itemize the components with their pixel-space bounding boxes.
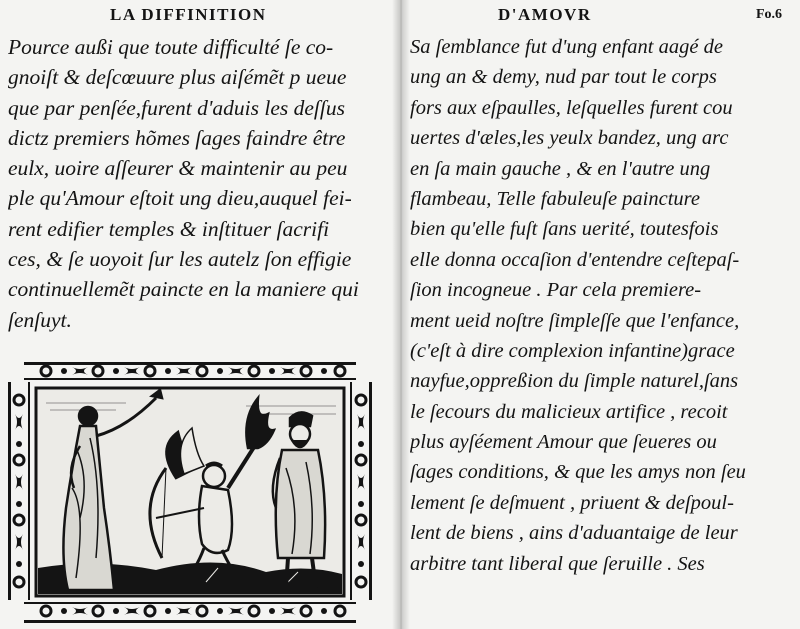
text-line: plus ayſéement Amour que ſeueres ou [410,431,717,454]
right-text-block [410,32,790,579]
text-line: ſenſuyt. [8,307,72,332]
text-line: en ſa main gauche , & en l'autre ung [410,157,711,180]
text-line: rent edifier temples & inſtituer ſacrifi [8,216,330,241]
text-line: ment ueid noſtre ſimpleſſe que l'enfance, [410,309,740,332]
text-line: elle donna occaſion d'entendre ceſtepaſ- [410,248,740,271]
left-page [0,0,398,629]
right-running-head [410,0,790,30]
text-line: Pource außi que toute difficulté ſe co- [8,35,334,59]
text-line: lement ſe deſmuent , priuent & deſpoul- [410,491,734,514]
left-running-head: LA DIFFINITION [110,5,267,24]
text-line: arbitre tant liberal que ſeruille . Ses [410,552,705,575]
folio-number: Fo.6 [755,7,782,22]
text-line: que par penſée,furent d'aduis les deſſus [8,95,345,120]
text-line: fors aux eſpaulles, leſquelles furent cou [410,96,733,119]
text-line: ſages conditions, & que les amys non ſeu [410,461,746,484]
text-line: (c'eſt à dire complexion infantine)grace [410,339,735,362]
left-text-block [8,32,390,335]
text-line: ſion incogneue . Par cela premiere- [410,279,702,302]
text-line: eulx, uoire aſſeurer & maintenir au peu [8,156,348,181]
text-line: ces, & ſe uoyoit ſur les autelz ſon effigie [8,247,352,272]
woodcut-illustration [6,358,374,626]
text-line: gnoiſt & deſcœuure plus aiſémẽt p ueue [8,65,347,90]
text-line: flambeau, Telle fabuleuſe paincture [410,187,700,210]
text-line: le ſecours du malicieux artifice , recoit [410,400,728,423]
woodcut-scene [36,388,344,596]
text-line: nayfue,oppreßion du ſimple naturel,ſans [410,370,739,393]
text-line: lent de biens , ains d'aduantaige de leur [410,522,738,545]
text-line: Sa ſemblance fut d'ung enfant aagé de [410,36,723,58]
text-line: uertes d'æles,les yeulx bandez, ung arc [410,127,729,150]
right-page [398,0,800,629]
text-line: dictz premiers hõmes ſages faindre être [8,125,346,150]
text-line: ung an & demy, nud par tout le corps [410,66,717,89]
text-line: bien qu'elle fuſt ſans uerité, toutesfois [410,218,719,241]
text-line: continuellemẽt paincte en la maniere qui [8,277,359,302]
running-head-title: D'AMOVR [498,5,592,24]
text-line: ple qu'Amour eſtoit ung dieu,auquel fei- [8,186,352,211]
woodcut-svg [6,358,374,626]
